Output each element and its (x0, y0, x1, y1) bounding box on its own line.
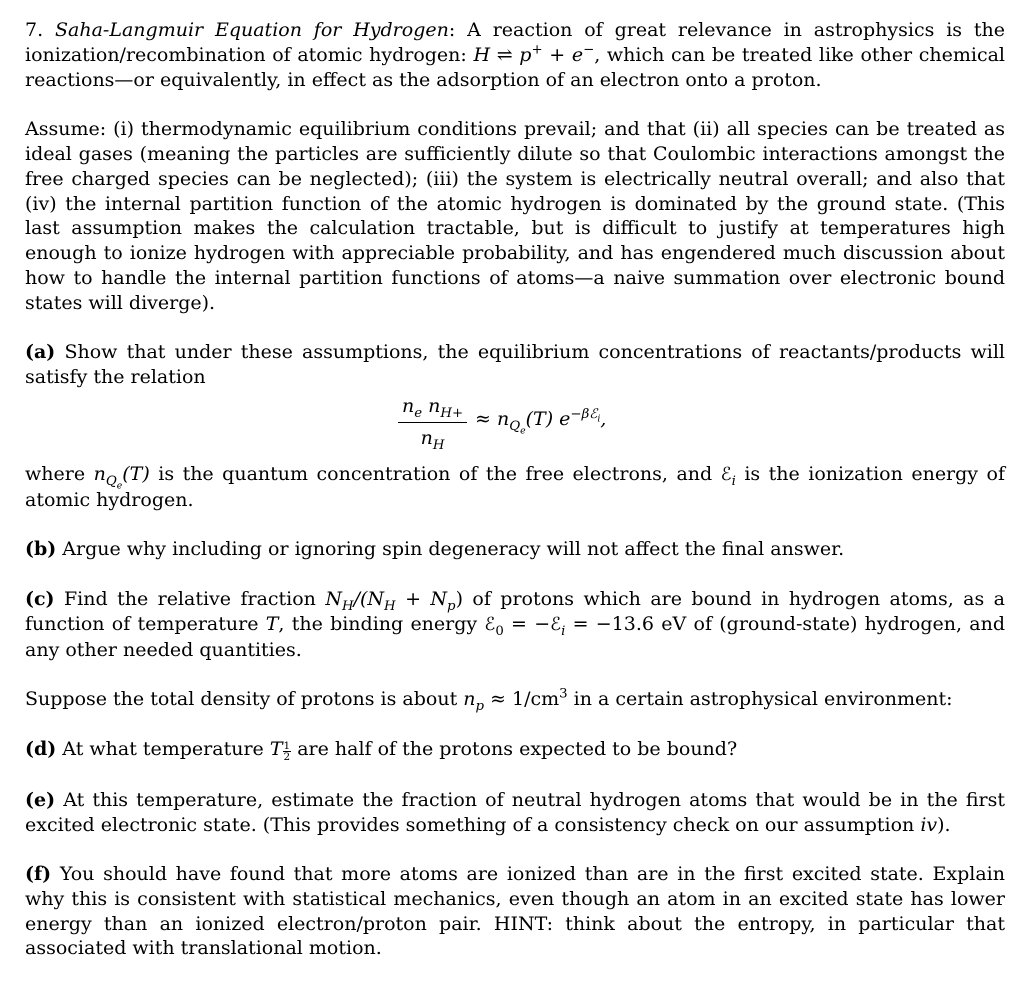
reaction-h: H (473, 43, 491, 66)
part-c-label: (c) (25, 587, 55, 610)
suppose-paragraph: Suppose the total density of protons is about $n_p \approx 1/cm^3$ in a certain astrophysical environment: (25, 686, 953, 714)
problem-title: Saha-Langmuir Equation for Hydrogen (55, 19, 449, 41)
part-c-paragraph: (c) Find the relative fraction $N_H/(N_H + N_p)$ of protons which are bound in hydrogen atoms, as a function of temperature T, the binding energy ℰ$_0$ = −ℰ$_i$ = −13.6 eV of (ground-state) hydrogen, and any other needed quantities. (25, 587, 1006, 661)
intro-text-2: , which can be treated like other chemical reactions—or equivalently, in effect as the adsorption of an electron onto a proton. (25, 43, 1005, 91)
equation-denominator: $n_H$ (420, 426, 445, 453)
reaction-e-charge: − (583, 42, 595, 58)
reaction-p: p (519, 43, 532, 66)
part-e-paragraph: (e) At this temperature, estimate the fraction of neutral hydrogen atoms that would be in the first excited electronic state. (This provides something of a consistency check on our assumption iv). (25, 788, 1005, 836)
part-a-paragraph (25, 340, 1005, 390)
reaction-p-charge: + (531, 42, 543, 58)
saha-equation (25, 390, 1005, 462)
part-b-text: Argue why including or ignoring spin degeneracy will not affect the final answer. (56, 538, 845, 561)
reaction-e: e (571, 43, 584, 66)
reaction-plus: + (542, 43, 572, 66)
equation-rhs: ≈ $n_{Q_e}(T)$ $e^{-\beta ℰ_i}$, (475, 406, 607, 437)
problem-document (25, 18, 1005, 986)
part-f-label: (f) (25, 863, 52, 886)
assumptions-paragraph: Assume: (i) thermodynamic equilibrium conditions prevail; and that (ii) all species can be treated as ideal gases (meaning the particles are sufficiently dilute so that Coulombic interactions amongst the free charged species can be neglected); (iii) the system is electrically neutral overall; and also that (iv) the internal partition function of the atomic hydrogen is dominated by the ground state. (This last assumption makes the calculation tractable, but is difficult to justify at temperatures high enough to ionize hydrogen with appreciable probability, and has engendered much discussion about how to handle the internal partition functions of atoms—a naive summation over electronic bound states will diverge). (25, 118, 1005, 314)
part-d-paragraph: (d) At what temperature T $\frac{1}{2}$ are half of the protons expected to be bound? (25, 737, 738, 764)
part-d-label: (d) (25, 737, 57, 760)
intro-paragraph (25, 18, 1005, 92)
half-fraction: $\frac{1}{2}$ (283, 740, 291, 764)
intro-text-1: : A reaction of great relevance in astrophysics is the ionization/recombination of atomic hydrogen: (25, 19, 1006, 66)
part-b-label: (b) (25, 538, 57, 561)
equation-numerator: $n_e$ $n_{H+}$ (398, 394, 467, 423)
part-b-paragraph (25, 537, 1005, 562)
reaction-arrow: ⇌ (490, 43, 520, 66)
part-f-paragraph (25, 862, 1005, 961)
part-a-label: (a) (25, 341, 56, 364)
part-a-text: Show that under these assumptions, the equilibrium concentrations of reactants/products will satisfy the relation (25, 341, 1005, 389)
part-a-where: where $n_{Q_e}(T)$ is the quantum concentration of the free electrons, and ℰ$_i$ is the ionization energy of atomic hydrogen. (25, 462, 1006, 511)
part-e-label: (e) (25, 788, 56, 811)
part-f-text: You should have found that more atoms are ionized than are in the first excited state. Explain why this is consistent with statistical mechanics, even though an atom in an excited state has lower energy than an ionized electron/proton pair. HINT: think about the entropy, in particular that associated with translational motion. (25, 863, 1005, 960)
equation-fraction (398, 394, 467, 451)
problem-number: 7. (25, 19, 44, 41)
